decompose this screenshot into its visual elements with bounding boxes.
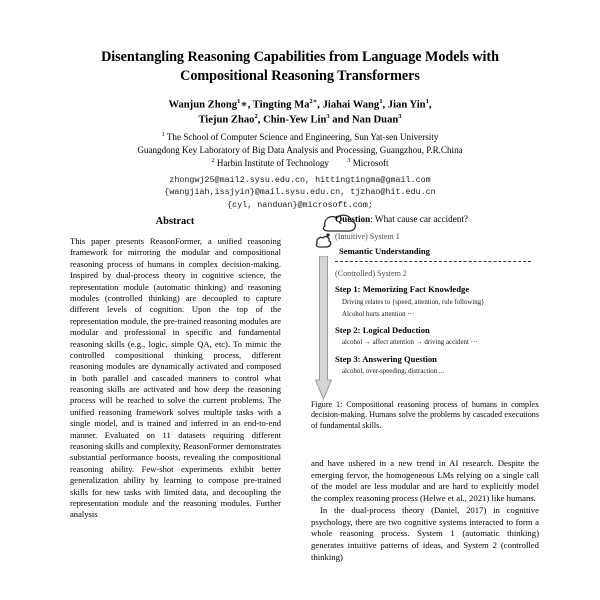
author-chin-yew-lin: , Chin-Yew Lin xyxy=(257,114,327,126)
affiliation-sup-2: 2 xyxy=(211,156,215,164)
affiliation-block xyxy=(61,131,539,170)
author-nan-duan: and Nan Duan xyxy=(329,114,399,126)
abstract-heading: Abstract xyxy=(155,216,195,227)
abstract-text: This paper presents ReasonFormer, a unified reasoning framework for mirroring the modular and compositional reasoning process of humans in complex decision-making. Inspired by dual-process theory in cognitive science, the representation module (automatic thinking) and reasoning modules (controlled thinking) are decoupled to capture different levels of cognition. Upon the top of the representation module, the pre-trained reasoning modules are modular and professional in specific and fundamental reasoning skills (e.g., logic, simple QA, etc). To mimic the controlled compositional thinking process, different reasoning modules are dynamically activated and composed in both parallel and cascaded manners to control what reasoning skills are activated and how deep the reasoning process will be reached to solve the current problems. The unified reasoning framework solves multiple tasks with a single model, and is trained and inferred in an end-to-end manner. Evaluated on 11 datasets requiring different reasoning skills and complexity, ReasonFormer demonstrates substantial performance boosts, revealing the compositional reasoning ability. Few-shot experiments exhibit better generalization ability by learning to compose pre-trained skills for new tasks with limited data, and decoupling the representation module and the reasoning modules. Further analysis xyxy=(70,236,281,520)
page-title xyxy=(61,48,539,86)
figure-question xyxy=(335,214,539,226)
affiliation-1 xyxy=(61,131,539,144)
author-line-2 xyxy=(61,112,539,128)
figure-step2-heading: Step 2: Logical Deduction xyxy=(335,325,430,336)
figure-step3-detail: alcohol, over-speeding, distraction ... xyxy=(342,368,445,375)
author-sup-1: 1 xyxy=(237,97,241,105)
author-star-1: ∗ xyxy=(240,99,248,111)
title-line-1: Disentangling Reasoning Capabilities from Language Models with xyxy=(101,49,499,65)
two-column-body xyxy=(61,214,539,600)
author-sup-5: 2 xyxy=(254,113,258,121)
author-list xyxy=(61,97,539,128)
figure-semantic-understanding: Semantic Understanding xyxy=(339,246,430,257)
affiliation-2-text: Harbin Institute of Technology xyxy=(216,157,329,168)
author-sup-3: 1 xyxy=(379,97,383,105)
abstract-body xyxy=(61,236,289,521)
author-jiahai-wang: , Jiahai Wang xyxy=(317,99,380,111)
title-line-2: Compositional Reasoning Transformers xyxy=(180,67,420,84)
author-jian-yin: , Jian Yin xyxy=(382,99,426,111)
affiliation-2-3 xyxy=(61,157,539,170)
email-line-2[interactable]: {wangjiah,issjyin}@mail.sysu.edu.cn, tjzhao@hit.edu.cn xyxy=(164,187,436,198)
affiliation-3-text: Microsoft xyxy=(352,157,389,168)
right-column-paragraph-2: In the dual-process theory (Daniel, 2017) in cognitive psychology, there are two cognitive systems interacted to form a whole reasoning process. System 1 (automatic thinking) generates intuitive patterns of ideas, and System 2 (controlled thinking) xyxy=(311,504,539,562)
figure-step3-heading: Step 3: Answering Question xyxy=(335,353,437,364)
author-tiejun-zhao: Tiejun Zhao xyxy=(198,114,255,126)
figure-content xyxy=(335,214,539,376)
figure-system1-label: (Intuitive) System 1 xyxy=(335,231,400,241)
email-block xyxy=(61,174,539,212)
author-sup-4: 1 xyxy=(425,97,429,105)
figure-system2-label: (Controlled) System 2 xyxy=(335,268,407,278)
figure-step2-detail: alcohol → affect attention → driving accident ··· xyxy=(342,339,478,347)
right-column-paragraph-1: and have ushered in a new trend in AI research. Despite the emerging fervor, the homogeneous LMs relying on a single call of the model are less modular and are hard to explicitly model the complex reasoning process (Helwe et al., 2021) like humans. xyxy=(311,458,539,504)
author-wanjun-zhong: Wanjun Zhong xyxy=(168,99,238,111)
right-column xyxy=(311,214,539,600)
affiliation-sup-3: 3 xyxy=(347,156,351,164)
author-sup-7: 3 xyxy=(398,113,402,121)
author-line-1-end: , xyxy=(428,99,432,111)
figure-caption: Figure 1: Compositional reasoning process of humans in complex decision-making. Humans solve the problems by cascaded executions of fundamental skills. xyxy=(311,400,539,430)
downward-arrow-icon xyxy=(315,256,332,400)
figure-question-label: Question xyxy=(335,214,371,224)
figure-divider xyxy=(335,261,531,263)
left-column xyxy=(61,214,289,600)
title-block xyxy=(61,0,539,211)
right-column-text xyxy=(311,458,539,563)
affiliation-1-text: The School of Computer Science and Engineering, Sun Yat-sen University xyxy=(166,131,439,142)
figure-question-text: : What cause car accident? xyxy=(370,214,469,224)
email-line-1[interactable]: zhongwj25@mail2.sysu.edu.cn, hittingtingma@gmail.com xyxy=(169,174,431,185)
author-tingting-ma: , Tingting Ma xyxy=(247,99,310,111)
author-sup-6: 3 xyxy=(326,113,330,121)
affiliation-1b: Guangdong Key Laboratory of Big Data Analysis and Processing, Guangzhou, P.R.China xyxy=(137,144,463,155)
figure-step1-heading: Step 1: Memorizing Fact Knowledge xyxy=(335,284,470,295)
figure-1 xyxy=(311,214,539,430)
figure-step1-detail-2: Alcohol hurts attention ··· xyxy=(342,310,415,318)
figure-step1-detail-1: Driving relates to {speed, attention, rule following} xyxy=(342,298,485,306)
author-sup-2: 2∗ xyxy=(309,97,318,105)
author-line-1 xyxy=(61,97,539,113)
email-line-3[interactable]: {cyl, nanduan}@microsoft.com; xyxy=(227,199,373,210)
affiliation-sup-1: 1 xyxy=(161,130,165,138)
